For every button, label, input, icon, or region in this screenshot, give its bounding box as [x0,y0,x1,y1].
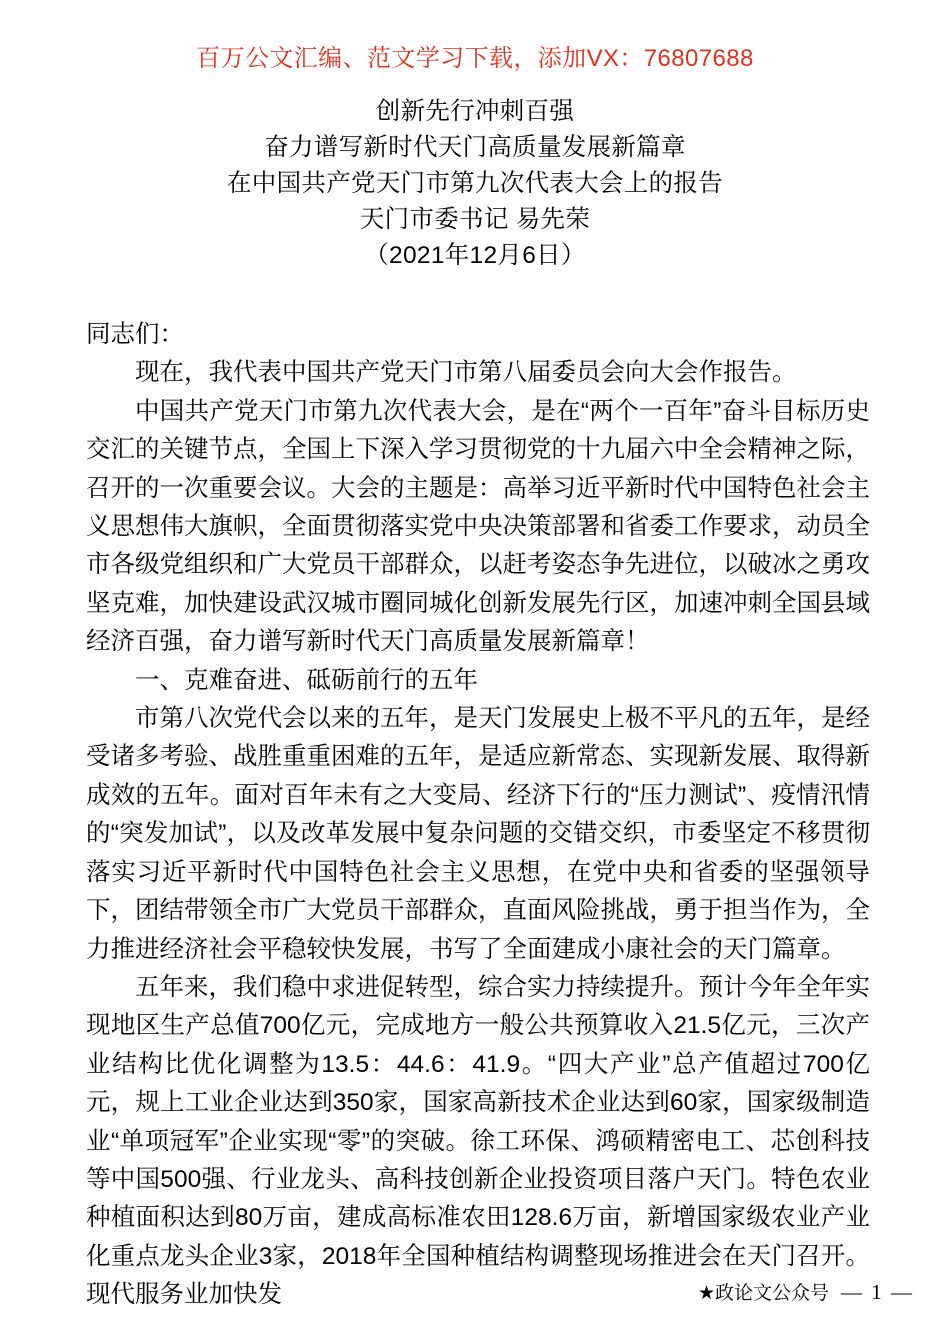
section-heading-one: 一、克难奋进、砥砺前行的五年 [135,666,478,694]
title-line-subtitle: 奋力谱写新时代天门高质量发展新篇章 [264,134,686,161]
paragraph-congress-theme: 中国共产党天门市第九次代表大会，是在“两个一百年”奋斗目标历史交汇的关键节点，全国上下深入学习贯彻党的十九届六中全会精神之际，召开的一次重要会议。大会的主题是：高举习近平新时代中国特色社会主义思想伟大旗帜，全面贯彻落实党中央决策部署和省委工作要求，动员全市各级党组织和广大党员干部群众，以赶考姿态争先进位，以破冰之勇攻坚克难，加快建设武汉城市圈同城化创新发展先行区，加速冲刺全国县域经济百强，奋力谱写新时代天门高质量发展新篇章！ [86,397,870,656]
title-line-author: 天门市委书记 易先荣 [359,206,591,233]
paragraph-salutation: 同志们： [86,321,184,348]
paragraph-opening: 现在，我代表中国共产党天门市第八届委员会向大会作报告。 [135,359,797,387]
page-number: — 1 — [841,1280,914,1304]
promo-banner: 百万公文汇编、范文学习下载，添加VX：76807688 [196,45,754,72]
paragraph-economic-figures: 五年来，我们稳中求进促转型，综合实力持续提升。预计今年全年实现地区生产总值700亿元，完成地方一般公共预算收入21.5亿元，三次产业结构比优化调整为13.5：44.6：41.9。“四大产业”总产值超过700亿元，规上工业企业达到350家，国家高新技术企业达到60家，国家级制造业“单项冠军”企业实现“零”的突破。徐工环保、鸿硕精密电工、芯创科技等中国500强、行业龙头、高科技创新企业投资项目落户天门。特色农业种植面积达到80万亩，建成高标准农田128.6万亩，新增国家级农业产业化重点龙头企业3家，2018年全国种植结构调整现场推进会在天门召开。现代服务业加快发 [86,973,870,1309]
footer-watermark: ★政论文公众号 [697,1282,829,1304]
paragraph-five-years-review: 市第八次党代会以来的五年，是天门发展史上极不平凡的五年，是经受诸多考验、战胜重重困难的五年，是适应新常态、实现新发展、取得新成效的五年。面对百年未有之大变局、经济下行的“压力测试”、疫情汛情的“突发加试”，以及改革发展中复杂问题的交错交织，市委坚定不移贯彻落实习近平新时代中国特色社会主义思想，在党中央和省委的坚强领导下，团结带领全市广大党员干部群众，直面风险挑战，勇于担当作为，全力推进经济社会平稳较快发展，书写了全面建成小康社会的天门篇章。 [86,705,870,963]
title-block [0,94,950,274]
title-line-main: 创新先行冲刺百强 [375,98,575,125]
document-body [86,316,870,1315]
title-line-date: （2021年12月6日） [364,242,586,269]
title-line-occasion: 在中国共产党天门市第九次代表大会上的报告 [227,170,723,197]
footer-inner [698,1278,914,1307]
